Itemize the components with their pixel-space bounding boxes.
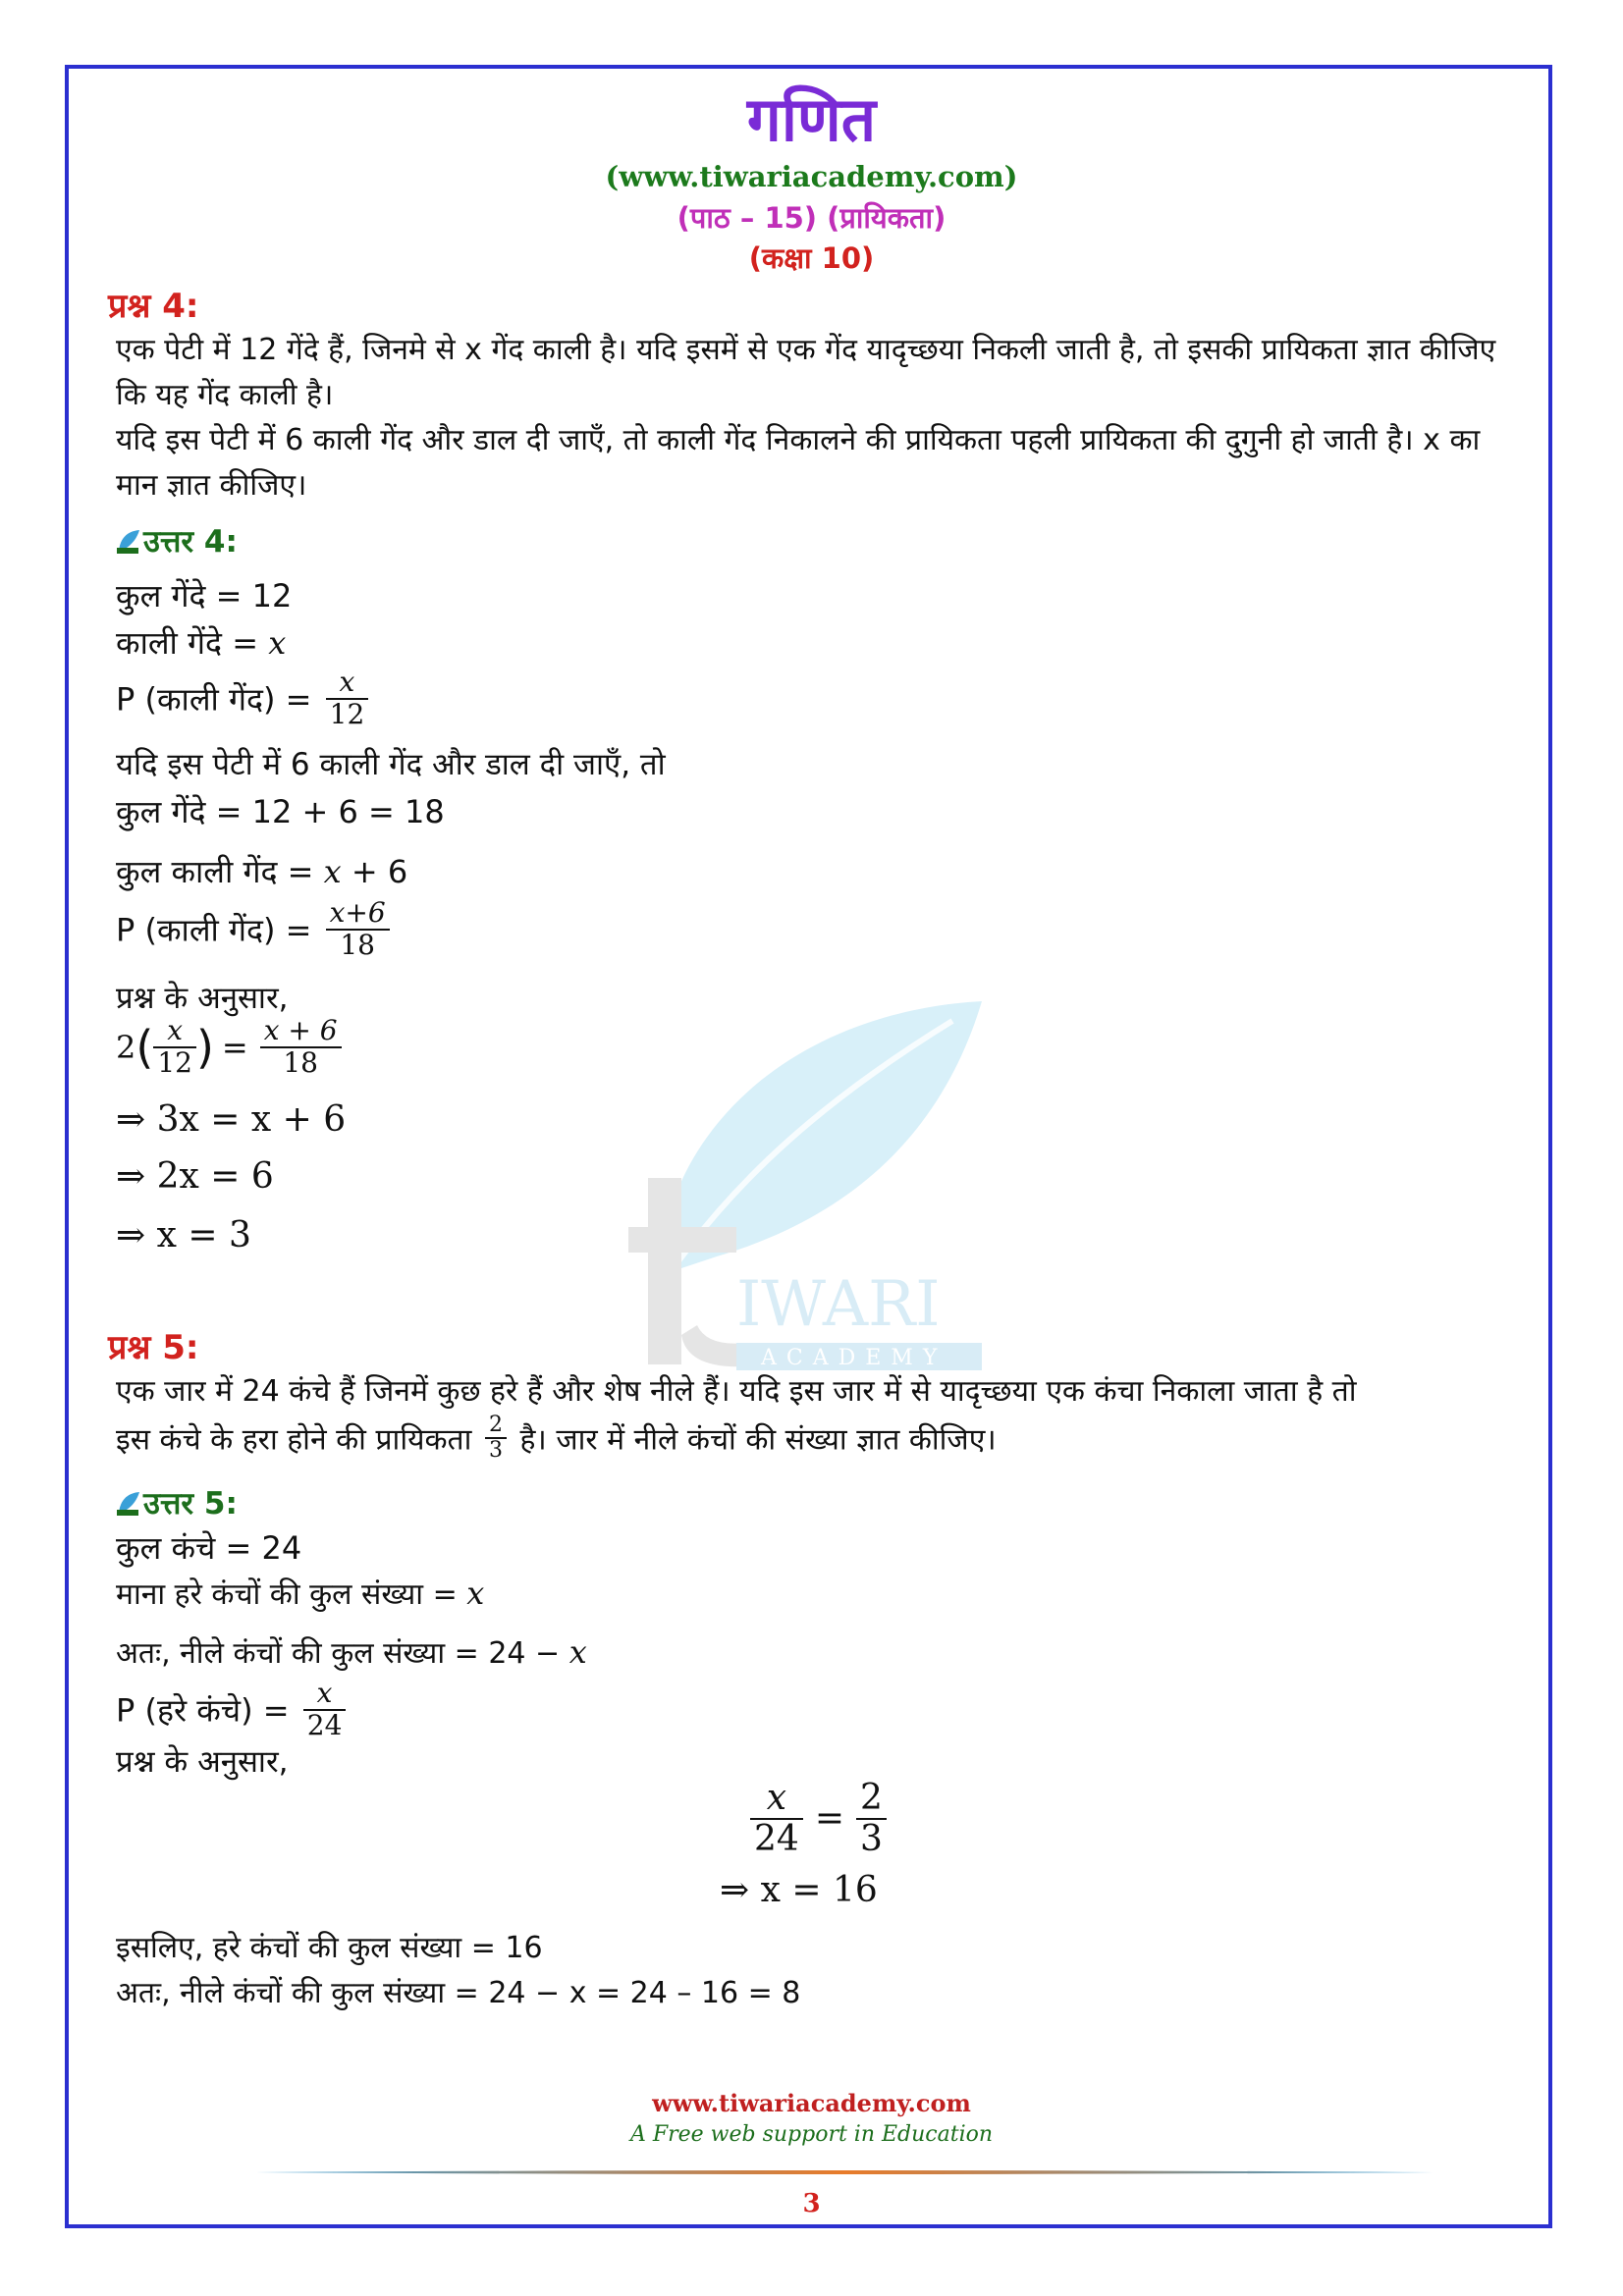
a4-line-black: काली गेंदे = x: [116, 624, 287, 662]
watermark-subtext: ACADEMY: [761, 1346, 947, 1370]
a4-line-total: कुल गेंदे = 12: [116, 577, 293, 614]
answer-4-heading: [116, 520, 238, 561]
a5-blue-count: अतः, नीले कंचों की कुल संख्या = 24 − x = 24 – 16 = 8: [116, 1976, 801, 2010]
question-5-text-2: इस कंचे के हरा होने की प्रायिकता $\frac{2}{3}$ है। जार में नीले कंचों की संख्या ज्ञात कीजिए।: [116, 1413, 997, 1464]
a4-as-per-question: प्रश्न के अनुसार,: [116, 981, 289, 1016]
watermark-text: IWARI: [736, 1268, 941, 1341]
question-5-text-1: एक जार में 24 कंचे हैं जिनमें कुछ हरे हैं और शेष नीले हैं। यदि इस जार में से यादृच्छया एक कंचा निकाला जाता है तो: [116, 1374, 1357, 1409]
answer-4-heading-text: उत्तर 4:: [143, 524, 238, 560]
a5-as-per-question: प्रश्न के अनुसार,: [116, 1744, 289, 1780]
a4-step-1: ⇒ 3x = x + 6: [116, 1099, 347, 1140]
a4-line-new-total: कुल गेंदे = 12 + 6 = 18: [116, 793, 445, 830]
question-5-heading: प्रश्न 5:: [108, 1328, 199, 1367]
footer-divider: [255, 2169, 1434, 2175]
a5-centered-equation: $\frac{x}{24}$ = $\frac{2}{3}$: [746, 1779, 891, 1858]
header-chapter: (पाठ – 15) (प्रायिकता): [676, 201, 947, 235]
a5-result: ⇒ x = 16: [720, 1870, 878, 1910]
question-4-text-1: एक पेटी में 12 गेंदे हैं, जिनमे से x गेंद काली है। यदि इसमें से एक गेंद यादृच्छया निकली जाती है, तो इसकी प्रायिकता ज्ञात कीजिए कि यह गेंद काली है।: [116, 333, 1496, 412]
tiwari-academy-watermark-logo: [628, 982, 1001, 1394]
a5-line-total: कुल कंचे = 24: [116, 1529, 302, 1567]
question-4-text-2: यदि इस पेटी में 6 काली गेंद और डाल दी जाएँ, तो काली गेंद निकालने की प्रायिकता पहली प्रायिकता की दुगुनी हो जाती है। x का मान ज्ञात कीजिए।: [116, 423, 1481, 503]
page-number: 3: [802, 2189, 821, 2218]
leaf-icon: [116, 528, 141, 556]
page-title: गणित: [746, 83, 877, 155]
question-4-heading: प्रश्न 4:: [108, 287, 199, 326]
a4-probability-1: P (काली गेंद) = $\frac{x}{12}$: [116, 667, 372, 730]
header-website: (www.tiwariacademy.com): [605, 160, 1018, 193]
leaf-icon: [116, 1490, 141, 1518]
a4-equation: 2( $\frac{x}{12}$ ) = $\frac{x + 6}{18}$: [116, 1016, 346, 1079]
a4-line-add: यदि इस पेटी में 6 काली गेंद और डाल दी जाएँ, तो: [116, 747, 666, 782]
a4-probability-2: P (काली गेंद) = $\frac{x+6}{18}$: [116, 898, 394, 961]
a5-green-count: इसलिए, हरे कंचों की कुल संख्या = 16: [116, 1931, 543, 1965]
a5-line-blue: अतः, नीले कंचों की कुल संख्या = 24 − x: [116, 1633, 587, 1671]
header-class: (कक्षा 10): [748, 241, 875, 275]
a4-step-2: ⇒ 2x = 6: [116, 1156, 274, 1197]
a4-step-3: ⇒ x = 3: [116, 1215, 251, 1255]
footer-website: www.tiwariacademy.com: [652, 2089, 971, 2117]
answer-5-heading: [116, 1482, 238, 1523]
answer-5-heading-text: उत्तर 5:: [143, 1486, 238, 1522]
a5-line-green: माना हरे कंचों की कुल संख्या = x: [116, 1575, 485, 1612]
a5-probability: P (हरे कंचे) = $\frac{x}{24}$: [116, 1679, 350, 1741]
a4-line-new-black: कुल काली गेंद = x + 6: [116, 853, 408, 890]
footer-tagline: A Free web support in Education: [629, 2122, 994, 2147]
